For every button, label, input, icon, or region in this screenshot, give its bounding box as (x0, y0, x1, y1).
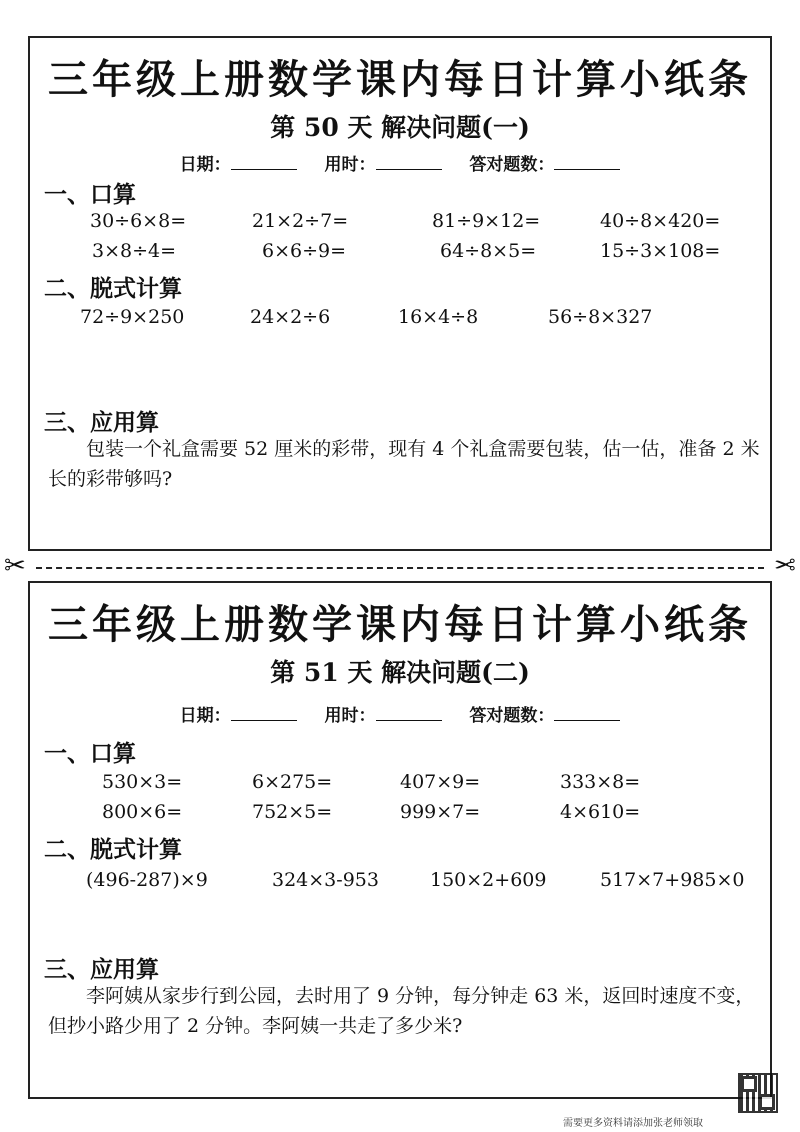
oral-item: 30÷6×8= (90, 210, 187, 232)
word-problem: 李阿姨从家步行到公园，去时用了 9 分钟，每分钟走 63 米，返回时速度不变， 但抄小路少用了 2 分钟。李阿姨一共走了多少米? (48, 985, 755, 1037)
section-word-problem-heading: 三、应用算 (44, 957, 159, 983)
oral-item: 999×7= (400, 801, 481, 823)
date-blank[interactable] (231, 706, 297, 721)
stepwise-item: 24×2÷6 (250, 306, 331, 328)
worksheet-title: 三年级上册数学课内每日计算小纸条 (48, 602, 752, 648)
section-oral-heading: 一、口算 (44, 741, 136, 767)
score-label: 答对题数： (469, 706, 555, 726)
info-row (30, 701, 770, 726)
day-title: 第 50 天 解决问题(一) (270, 113, 530, 142)
oral-item: 40÷8×420= (600, 210, 721, 232)
qr-code-icon (738, 1073, 778, 1113)
section-oral-heading: 一、口算 (44, 182, 136, 208)
score-blank[interactable] (554, 155, 620, 170)
stepwise-item: 517×7+985×0 (600, 869, 745, 891)
oral-item: 6×275= (252, 771, 333, 793)
oral-item: 530×3= (102, 771, 183, 793)
worksheet-day-51 (28, 581, 772, 1099)
oral-item: 752×5= (252, 801, 333, 823)
stepwise-item: (496-287)×9 (86, 869, 208, 891)
word-problem: 包装一个礼盒需要 52 厘米的彩带，现有 4 个礼盒需要包装，估一估，准备 2 米 长的彩带够吗? (48, 438, 760, 490)
worksheet-day-50 (28, 36, 772, 551)
oral-item: 800×6= (102, 801, 183, 823)
footer-note: 需要更多资料请添加张老师领取 (563, 1118, 703, 1129)
score-label: 答对题数： (469, 155, 555, 175)
oral-item: 4×610= (560, 801, 641, 823)
time-label: 用时： (324, 706, 376, 726)
time-blank[interactable] (376, 155, 442, 170)
scissors-icon: ✂ (4, 551, 26, 581)
info-row (30, 150, 770, 175)
section-word-problem-heading: 三、应用算 (44, 410, 159, 436)
oral-item: 81÷9×12= (432, 210, 541, 232)
date-label: 日期： (179, 155, 231, 175)
section-stepwise-heading: 二、脱式计算 (44, 837, 182, 863)
oral-item: 3×8÷4= (92, 240, 177, 262)
day-title: 第 51 天 解决问题(二) (270, 658, 530, 687)
score-blank[interactable] (554, 706, 620, 721)
section-stepwise-heading: 二、脱式计算 (44, 276, 182, 302)
oral-item: 333×8= (560, 771, 641, 793)
time-blank[interactable] (376, 706, 442, 721)
stepwise-item: 72÷9×250 (80, 306, 185, 328)
oral-item: 6×6÷9= (262, 240, 347, 262)
stepwise-item: 16×4÷8 (398, 306, 479, 328)
oral-item: 21×2÷7= (252, 210, 349, 232)
stepwise-item: 56÷8×327 (548, 306, 653, 328)
oral-item: 407×9= (400, 771, 481, 793)
oral-item: 64÷8×5= (440, 240, 537, 262)
stepwise-item: 324×3-953 (272, 869, 379, 891)
scissors-icon: ✂ (774, 551, 796, 581)
stepwise-item: 150×2+609 (430, 869, 547, 891)
time-label: 用时： (324, 155, 376, 175)
cut-line (36, 567, 764, 569)
oral-item: 15÷3×108= (600, 240, 721, 262)
date-label: 日期： (179, 706, 231, 726)
worksheet-title: 三年级上册数学课内每日计算小纸条 (48, 57, 752, 103)
date-blank[interactable] (231, 155, 297, 170)
